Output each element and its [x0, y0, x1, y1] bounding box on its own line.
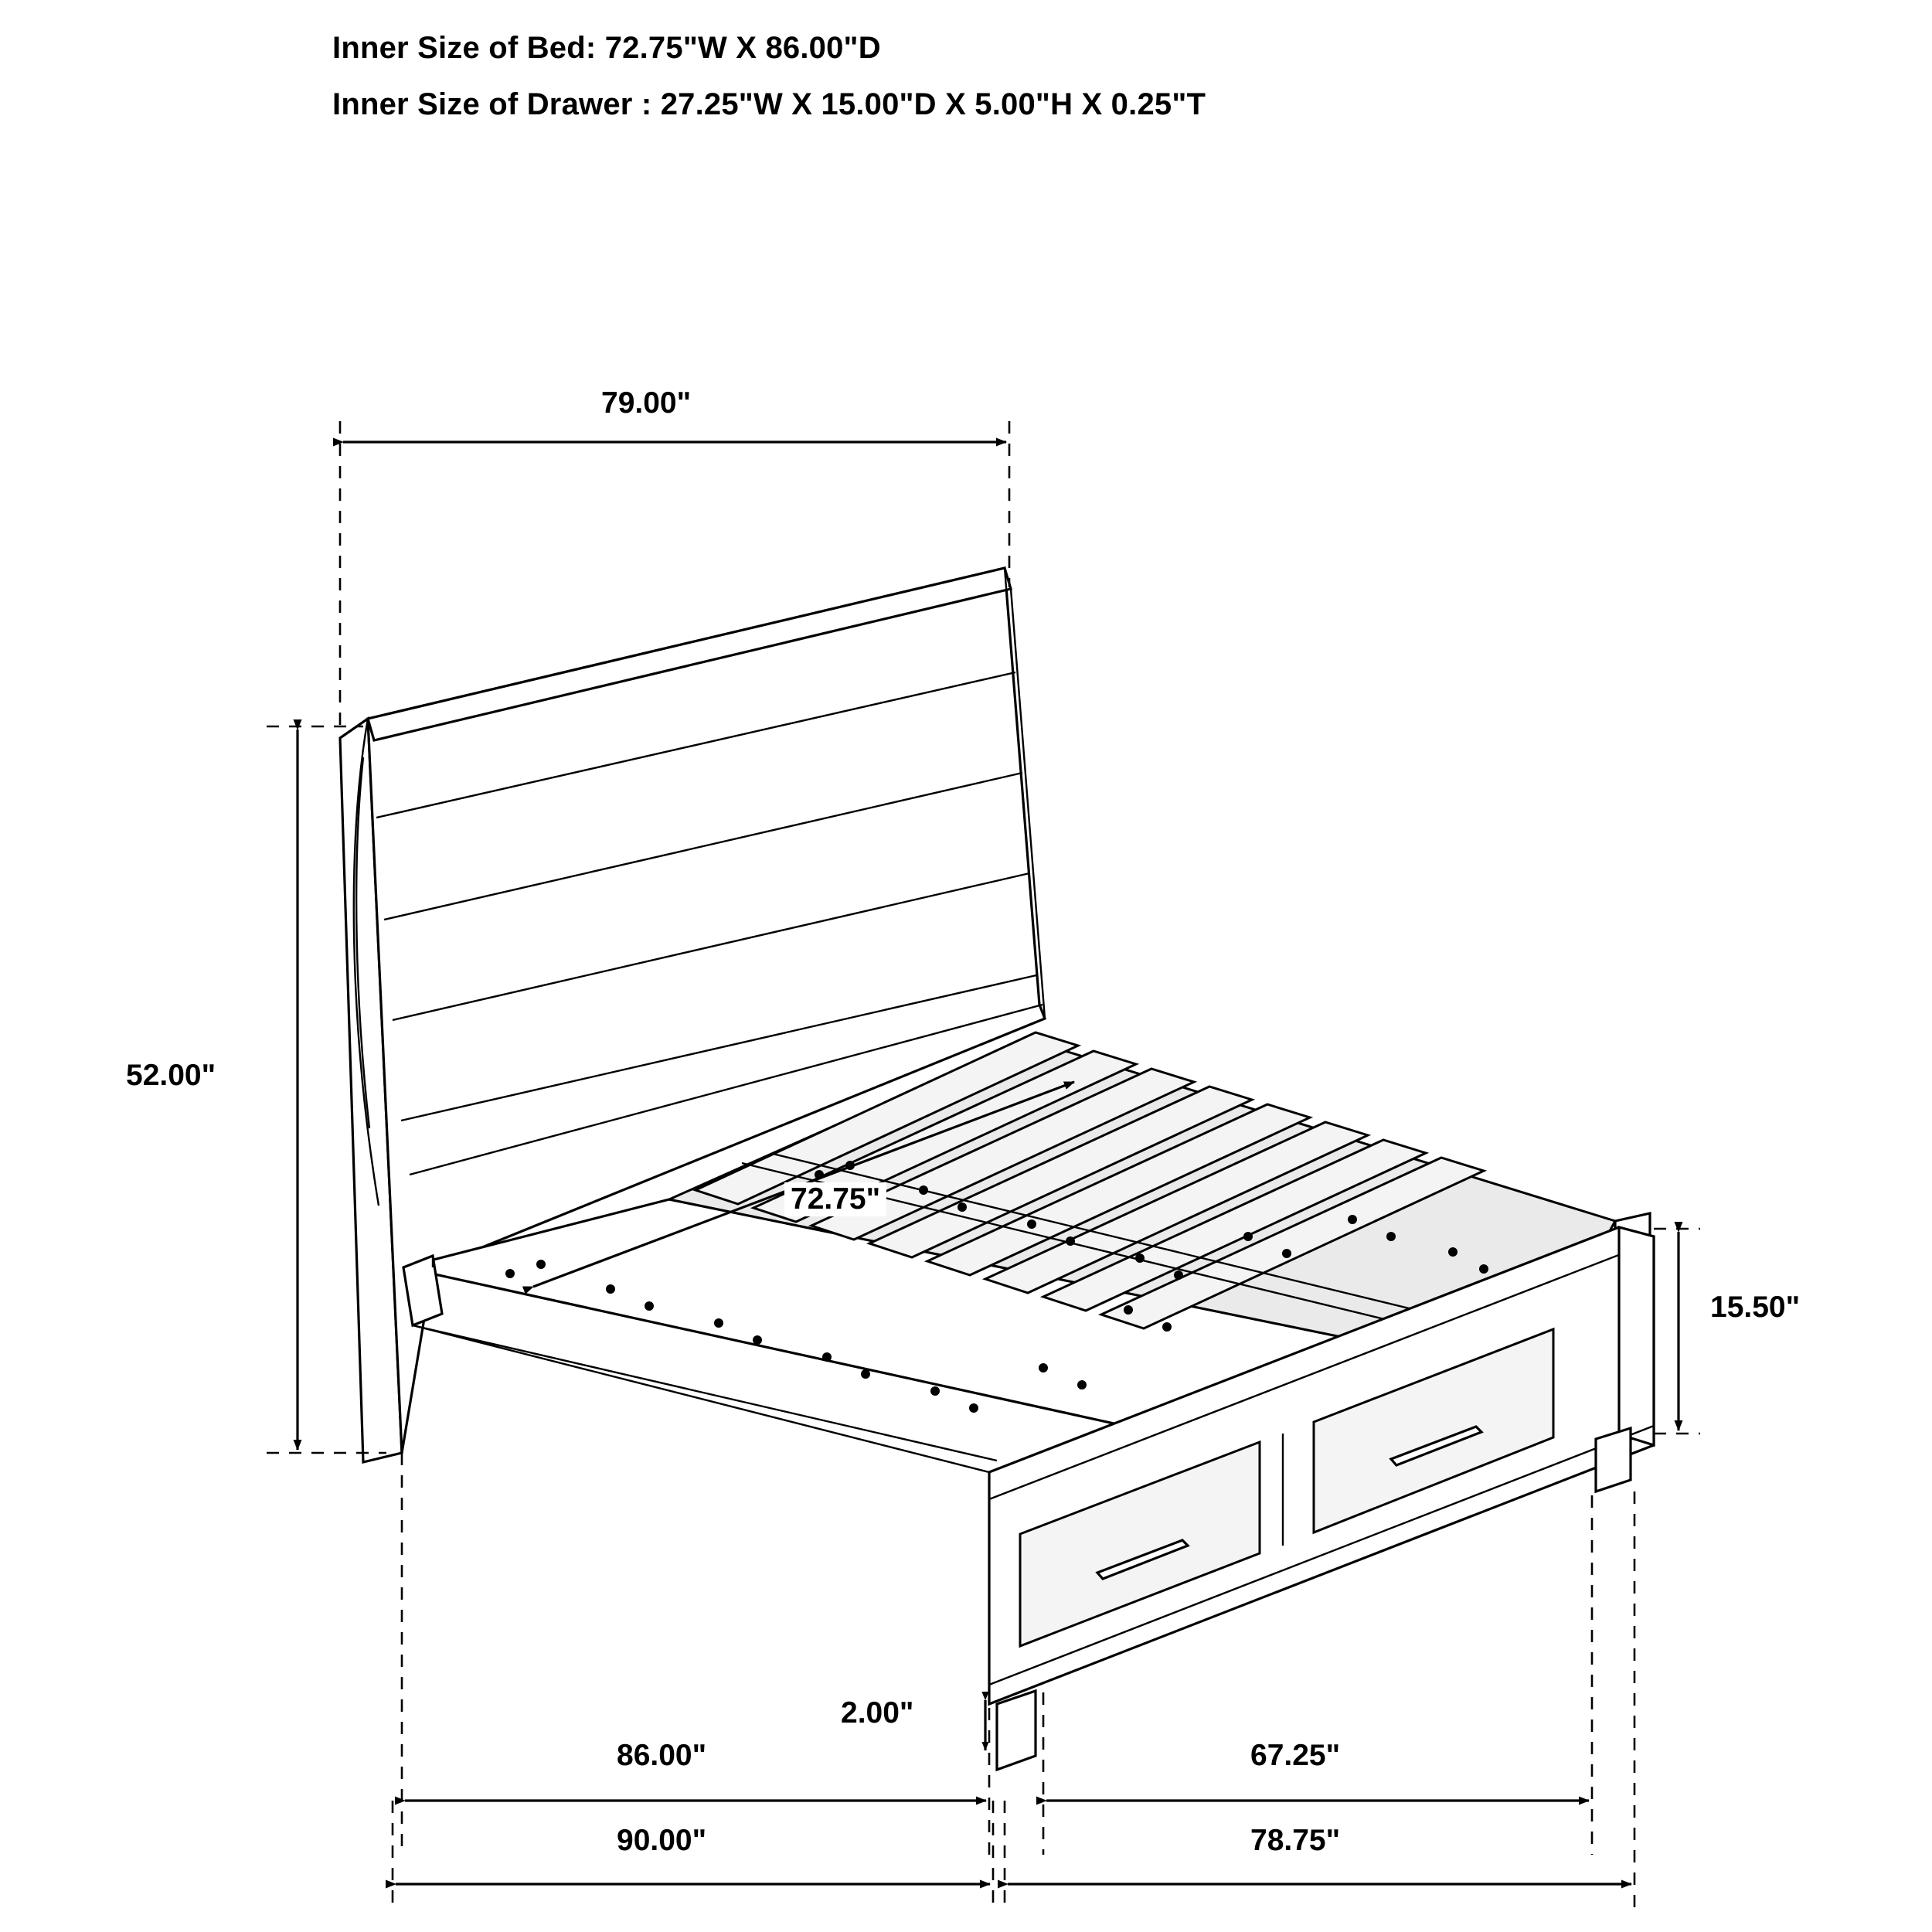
dim-label-90: 90.00" [611, 1824, 713, 1858]
dim-label-6725: 67.25" [1244, 1739, 1346, 1773]
dim-86 [402, 1453, 989, 1855]
dim-label-52: 52.00" [120, 1059, 222, 1093]
dim-label-7875: 78.75" [1244, 1824, 1346, 1858]
note-inner-size-drawer: Inner Size of Drawer : 27.25"W X 15.00"D X 5.00"H X 0.25"T [332, 87, 1206, 121]
dim-label-1550: 15.50" [1704, 1291, 1806, 1325]
dim-1550 [1654, 1229, 1700, 1434]
note-inner-size-bed: Inner Size of Bed: 72.75"W X 86.00"D [332, 31, 881, 65]
dim-label-79: 79.00" [595, 386, 697, 420]
dim-label-200: 2.00" [835, 1696, 920, 1730]
dim-label-7275: 72.75" [784, 1182, 886, 1216]
dim-label-86: 86.00" [611, 1739, 713, 1773]
